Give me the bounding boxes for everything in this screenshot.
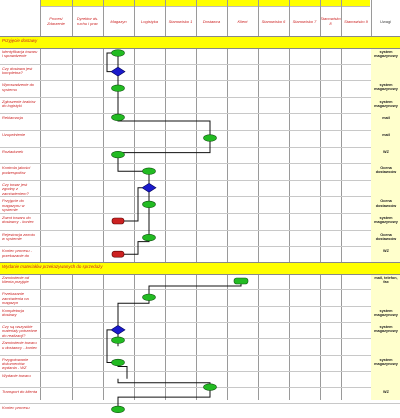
process-node [112, 114, 125, 121]
column-header: Stanowisko 7 [292, 18, 317, 24]
row-note: system magazynowy [374, 308, 398, 317]
process-node [204, 135, 217, 142]
row-note: WZ [383, 249, 389, 254]
row-label: Koniec procesu [2, 405, 30, 411]
row-note: system magazynowy [374, 324, 398, 334]
row-note: system magazynowy [374, 216, 398, 225]
row-note: mail [382, 116, 390, 121]
process-node [112, 359, 125, 366]
column-header: Logistyka [141, 18, 158, 24]
column-header: Magazyn [110, 18, 127, 24]
row-note: Ocena dostawców [375, 232, 397, 241]
row-label: Przekazanie zamówienia na magazyn [2, 291, 29, 306]
row-label: Wydanie towaru [2, 372, 31, 378]
end-node [112, 218, 124, 224]
row-label: Kontrola jakości podzespołów [2, 165, 31, 175]
row-note: Ocena dostawców [375, 166, 397, 175]
column-header: Stanowisko 9 [344, 18, 368, 24]
column-header: Stanowisko 6 [261, 18, 286, 24]
process-node [112, 50, 125, 57]
row-label: Identyfikacja towaru i sprawdzenie [2, 49, 38, 59]
column-header: Stanowisko 1 [168, 18, 193, 24]
row-note: Ocena dostawców [375, 199, 397, 208]
row-note: mail [382, 133, 390, 137]
row-note: WZ [383, 390, 389, 395]
process-node [112, 406, 125, 413]
process-node [112, 85, 125, 92]
row-label: Uzupełnienie [2, 132, 26, 137]
process-node [143, 201, 156, 208]
row-label: Zgłoszenie braków do logistyki [2, 98, 36, 109]
process-node [143, 294, 156, 301]
row-note: system magazynowy [374, 99, 398, 108]
row-label: Czy dostawa jest kompletna? [2, 65, 33, 75]
connector [118, 387, 210, 411]
section-title: Wydanie materiałów przekazywanych do sprzedaży [2, 264, 103, 269]
row-label: Rozładunek [2, 148, 24, 154]
row-note: WZ [383, 149, 389, 154]
row-label: Zamówienie od klienta przyjęte [2, 275, 30, 285]
row-note: system magazynowy [374, 83, 398, 92]
process-node [204, 384, 217, 391]
column-header: Klient [237, 18, 248, 24]
process-node [112, 151, 125, 158]
connector [149, 281, 241, 297]
row-note: mail, telefon, fax [374, 276, 398, 285]
process-node [143, 234, 156, 241]
row-label: Czy towar jest zgodny z zamówieniem? [2, 181, 29, 196]
row-label: Reklamacja [2, 115, 23, 121]
row-note: system magazynowy [374, 357, 398, 366]
row-label: Zwrot towaru do dostawcy - koniec [2, 215, 34, 225]
row-label: Rejestracja zwrotu w systemie [2, 231, 35, 241]
row-label: Wprowadzenie do systemu [2, 82, 35, 92]
connector [118, 297, 149, 330]
decision-node [142, 183, 156, 192]
process-node [143, 168, 156, 175]
start-node [234, 278, 248, 284]
row-note: system magazynowy [374, 50, 398, 59]
column-header: Uwagi [379, 18, 392, 24]
connector [124, 188, 142, 221]
row-label: Przygotowanie dokumentów wydania - WZ [2, 356, 29, 371]
end-node [112, 251, 124, 257]
decision-node [111, 67, 125, 76]
gridline [0, 403, 400, 404]
column-header: Stanowisko 8 [320, 16, 341, 26]
row-label: Transport do klienta [2, 389, 38, 395]
connector [118, 138, 210, 155]
connector [107, 330, 118, 363]
row-label: Zamówienie towaru u dostawcy - koniec [2, 340, 38, 350]
connector [118, 117, 210, 138]
row-label: Czy są wszystkie materiały potrzebne do realizacji? [2, 323, 38, 338]
row-label: Kompletacja dostawy [2, 307, 25, 317]
decision-node [111, 325, 125, 334]
section-title: Przyjęcie dostawy [2, 38, 38, 43]
process-node [112, 337, 125, 344]
row-label: Koniec procesu - przekazanie do [2, 248, 33, 258]
column-header: Proces/ Zdarzenie [47, 16, 65, 26]
connector [118, 379, 210, 387]
row-label: Przyjęcie do magazynu w systemie [2, 198, 25, 213]
column-header: Dyrektor ds. ruchu i prac [76, 16, 99, 26]
column-header: Dostawca [202, 18, 221, 24]
